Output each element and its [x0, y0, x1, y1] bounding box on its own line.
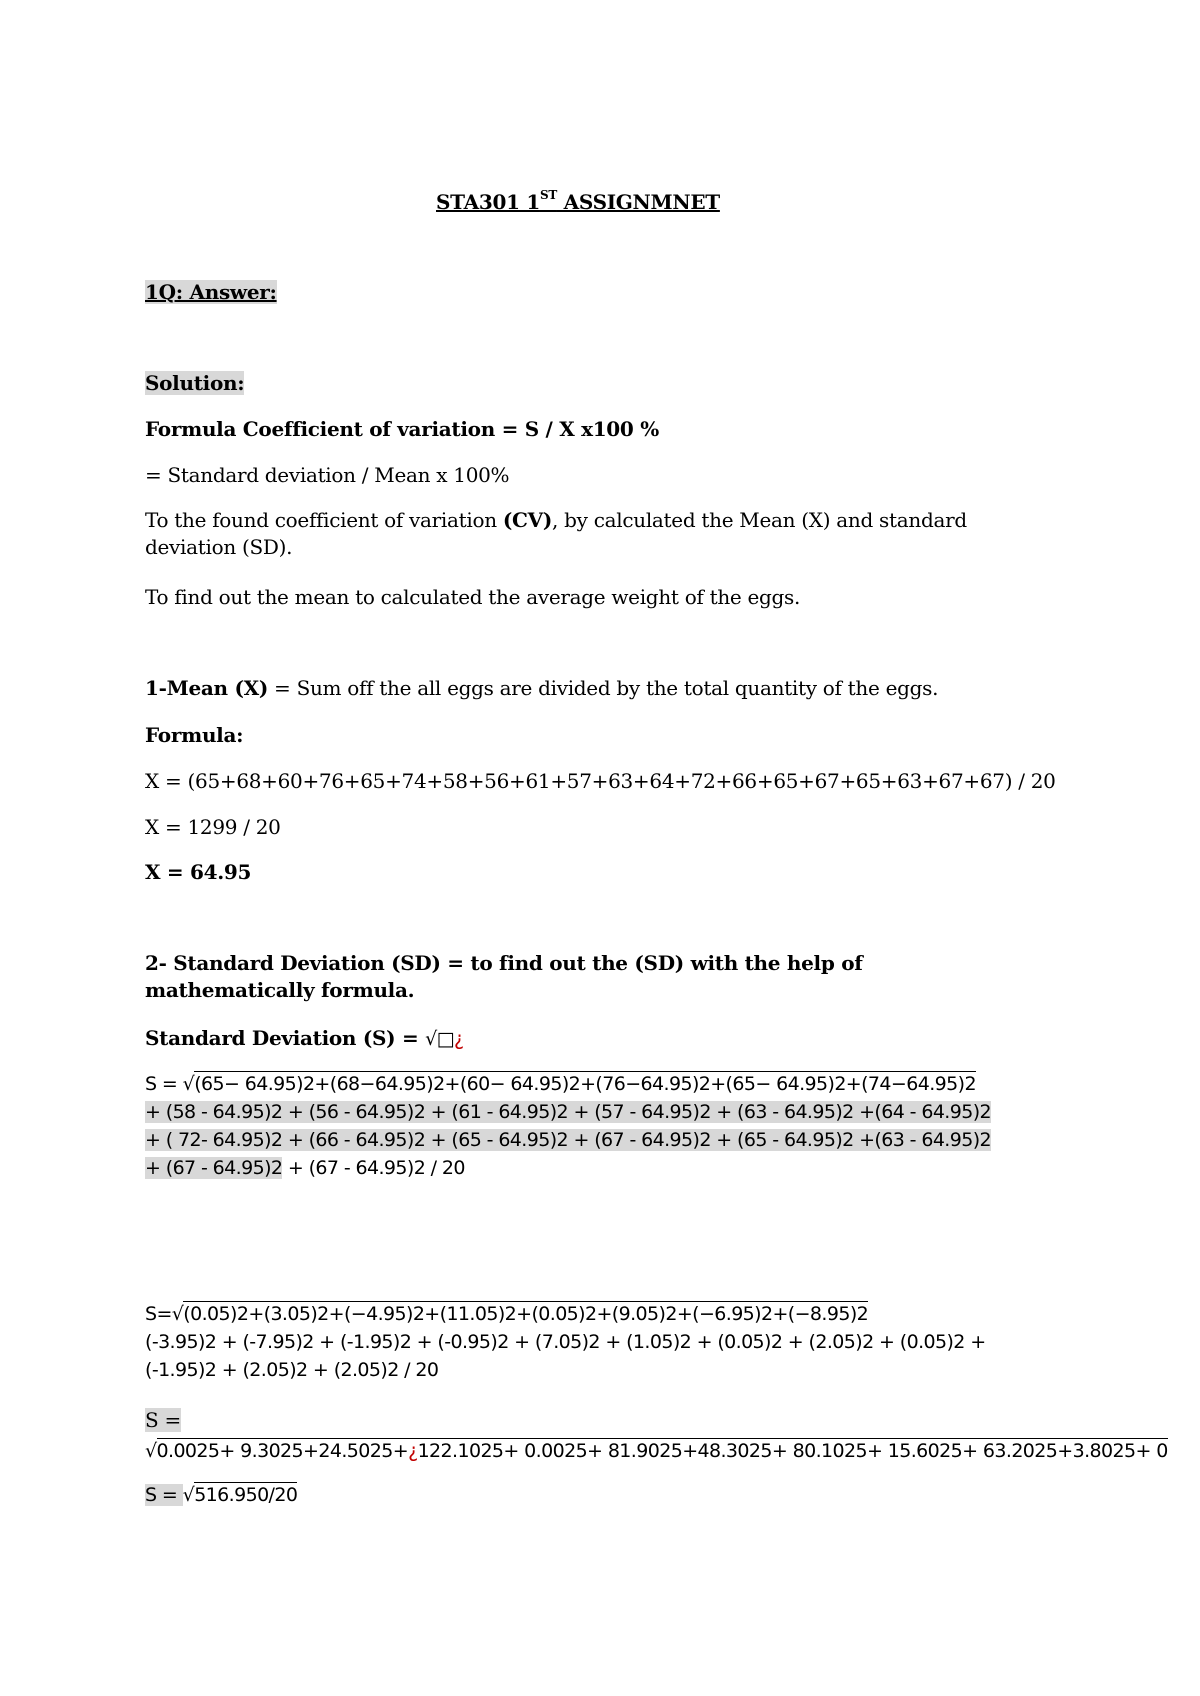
assignment-title: STA301 1ST ASSIGNMNET — [436, 188, 720, 214]
solution-heading: Solution: — [145, 371, 245, 395]
sd-squares-label: S = — [145, 1408, 181, 1432]
sd-squares-expression: √0.0025+ 9.3025+24.5025+¿122.1025+ 0.0025+ 81.9025+48.3025+ 80.1025+ 15.6025+ 63.2025+3.8025+ 0 — [145, 1440, 1168, 1462]
formula-label: Formula: — [145, 723, 244, 747]
mean-division: X = 1299 / 20 — [145, 815, 281, 839]
mean-intro: To find out the mean to calculated the average weight of the eggs. — [145, 585, 801, 609]
sd-deviations-line-3: (-1.95)2 + (2.05)2 + (2.05)2 / 20 — [145, 1359, 439, 1381]
mean-result: X = 64.95 — [145, 860, 252, 884]
cv-intro-paragraph: To the found coefficient of variation (CV), by calculated the Mean (X) and standard deviation (SD). — [145, 508, 967, 559]
cv-formula: Formula Coefficient of variation = S / X x100 % — [145, 417, 659, 441]
q1-heading: 1Q: Answer: — [145, 280, 277, 304]
sd-heading: 2- Standard Deviation (SD) = to find out the (SD) with the help of mathematically formula. — [145, 951, 863, 1002]
sd-expression-line-3: + ( 72- 64.95)2 + (66 - 64.95)2 + (65 - 64.95)2 + (67 - 64.95)2 + (65 - 64.95)2 +(63 - 64.95)2 — [145, 1129, 992, 1151]
sd-final-expression: S = √516.950/20 — [145, 1484, 298, 1506]
sd-expression-line-4: + (67 - 64.95)2 + (67 - 64.95)2 / 20 — [145, 1157, 465, 1179]
sd-deviations-line-2: (-3.95)2 + (-7.95)2 + (-1.95)2 + (-0.95)2 + (7.05)2 + (1.05)2 + (0.05)2 + (2.05)2 + (0.05)2 + — [145, 1331, 986, 1353]
sd-deviations — [145, 1300, 986, 1384]
sd-expression-line-1: S = √(65− 64.95)2+(68−64.95)2+(60− 64.95)2+(76−64.95)2+(65− 64.95)2+(74−64.95)2 — [145, 1073, 976, 1095]
mean-calculation: X = (65+68+60+76+65+74+58+56+61+57+63+64+72+66+65+67+65+63+67+67) / 20 — [145, 769, 1056, 793]
sd-deviations-line-1: S=√(0.05)2+(3.05)2+(−4.95)2+(11.05)2+(0.05)2+(9.05)2+(−6.95)2+(−8.95)2 — [145, 1303, 869, 1325]
mean-definition: 1-Mean (X) = Sum off the all eggs are divided by the total quantity of the eggs. — [145, 676, 939, 700]
sd-formula: Standard Deviation (S) = √□¿ — [145, 1026, 464, 1050]
sd-expression-1 — [145, 1070, 991, 1182]
sd-expression-line-2: + (58 - 64.95)2 + (56 - 64.95)2 + (61 - 64.95)2 + (57 - 64.95)2 + (63 - 64.95)2 +(64 - 64.95)2 — [145, 1101, 992, 1123]
cv-formula-words: = Standard deviation / Mean x 100% — [145, 463, 510, 487]
